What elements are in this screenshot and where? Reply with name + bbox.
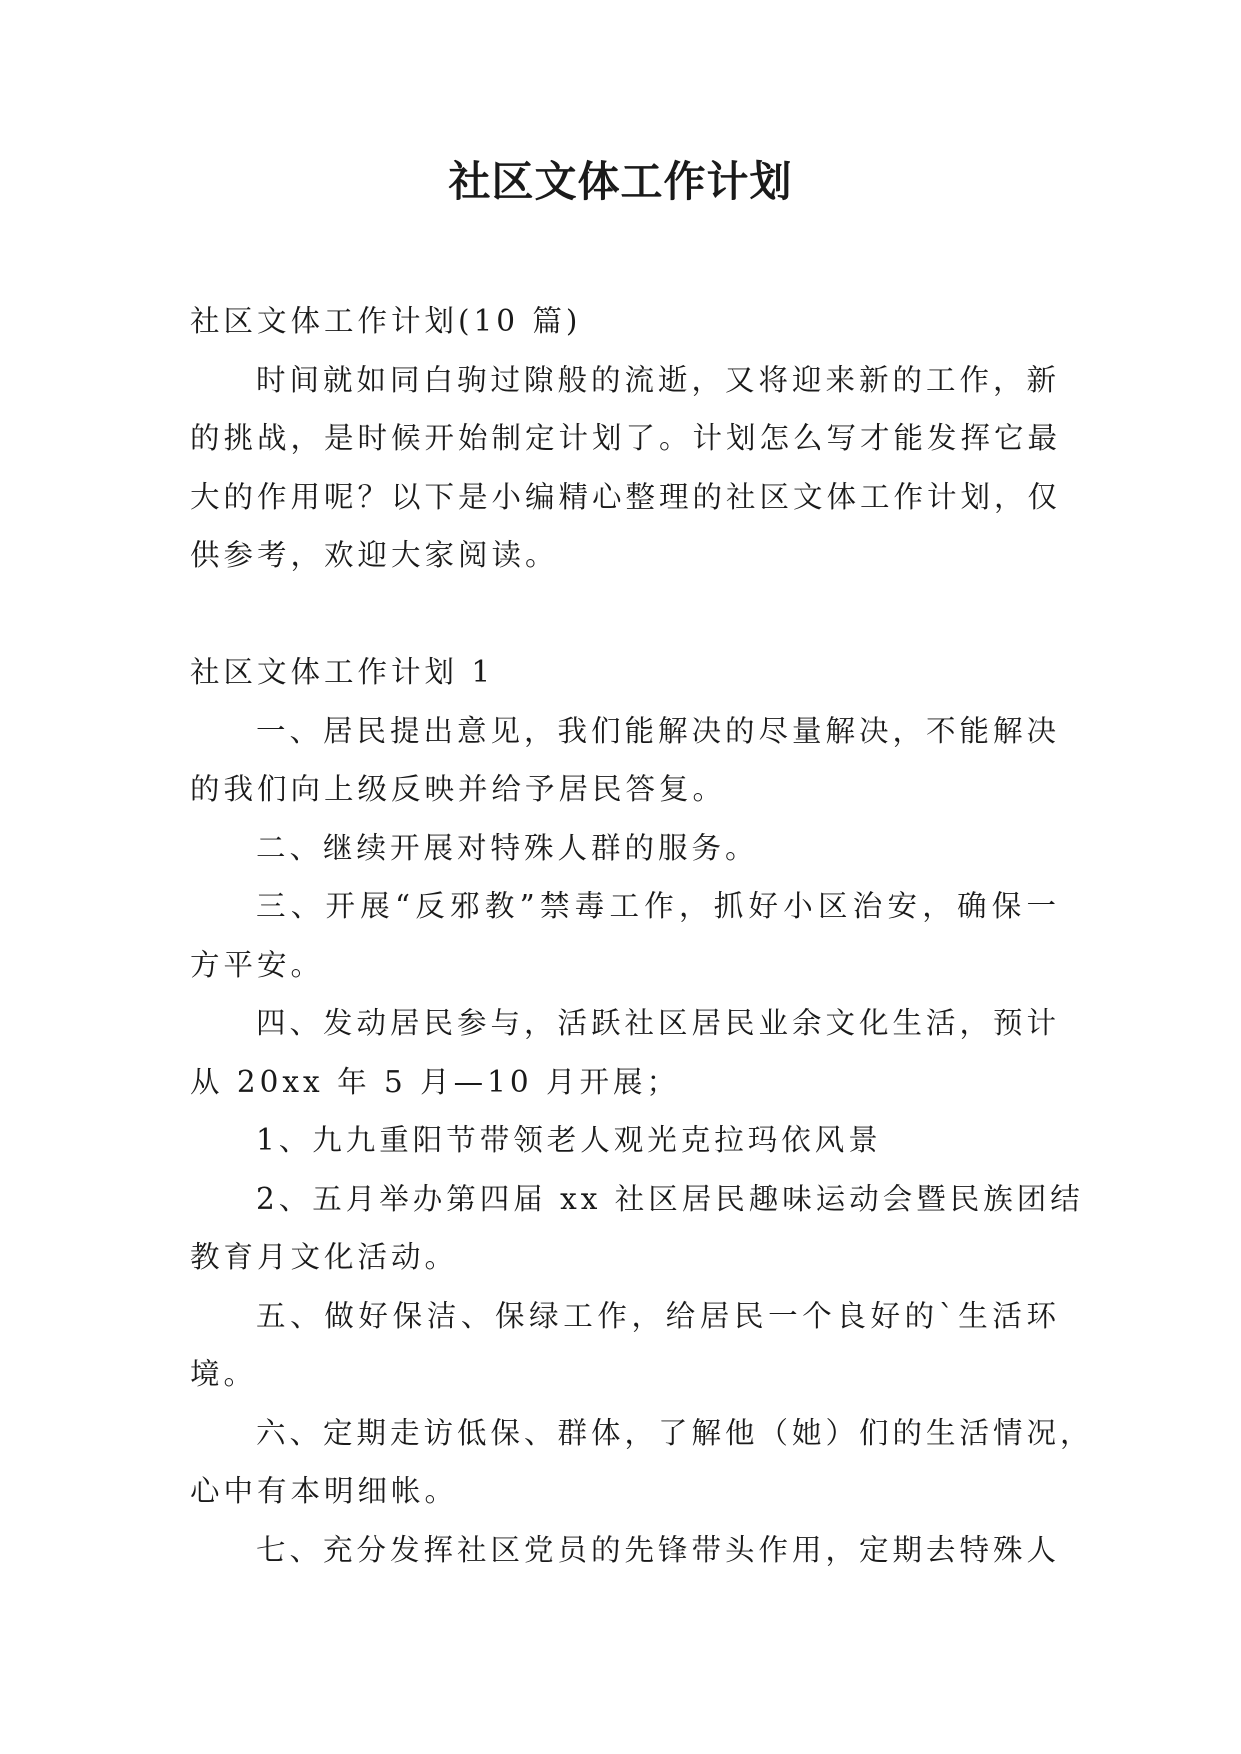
paragraph-line: 一、居民提出意见，我们能解决的尽量解决，不能解决 xyxy=(256,713,1061,748)
paragraph-line: 时间就如同白驹过隙般的流逝，又将迎来新的工作，新 xyxy=(256,362,1061,397)
list-item-line: 教育月文化活动。 xyxy=(190,1240,459,1274)
paragraph-line: 境。 xyxy=(190,1357,258,1391)
paragraph-line: 从 20xx 年 5 月—10 月开展； xyxy=(190,1064,681,1099)
paragraph-line: 三、开展“反邪教”禁毒工作，抓好小区治安，确保一 xyxy=(256,889,1060,923)
section-heading: 社区文体工作计划 1 xyxy=(190,655,495,689)
paragraph-line: 供参考，欢迎大家阅读。 xyxy=(190,538,559,572)
paragraph-line: 的我们向上级反映并给予居民答复。 xyxy=(190,772,727,806)
paragraph-line: 七、充分发挥社区党员的先锋带头作用，定期去特殊人 xyxy=(256,1532,1061,1567)
paragraph-line: 心中有本明细帐。 xyxy=(190,1474,459,1508)
list-item-line: 1、九九重阳节带领老人观光克拉玛依风景 xyxy=(256,1123,882,1157)
paragraph-line: 二、继续开展对特殊人群的服务。 xyxy=(256,830,759,865)
paragraph-gap xyxy=(190,585,1060,644)
paragraph-line: 四、发动居民参与，活跃社区居民业余文化生活，预计 xyxy=(256,1006,1061,1040)
paragraph-line: 六、定期走访低保、群体，了解他（她）们的生活情况， xyxy=(256,1415,1094,1450)
paragraph-line: 大的作用呢？以下是小编精心整理的社区文体工作计划，仅 xyxy=(190,479,1062,514)
paragraph-line: 五、做好保洁、保绿工作，给居民一个良好的`生活环 xyxy=(256,1298,1060,1333)
paragraph-line: 的挑战，是时候开始制定计划了。计划怎么写才能发挥它最 xyxy=(190,421,1062,455)
document-body xyxy=(190,292,1094,1579)
list-item-line: 2、五月举办第四届 xx 社区居民趣味运动会暨民族团结 xyxy=(256,1181,1084,1216)
document-title: 社区文体工作计划 xyxy=(448,157,793,206)
paragraph-line: 方平安。 xyxy=(190,947,325,982)
subtitle-line: 社区文体工作计划(10 篇) xyxy=(190,304,582,338)
